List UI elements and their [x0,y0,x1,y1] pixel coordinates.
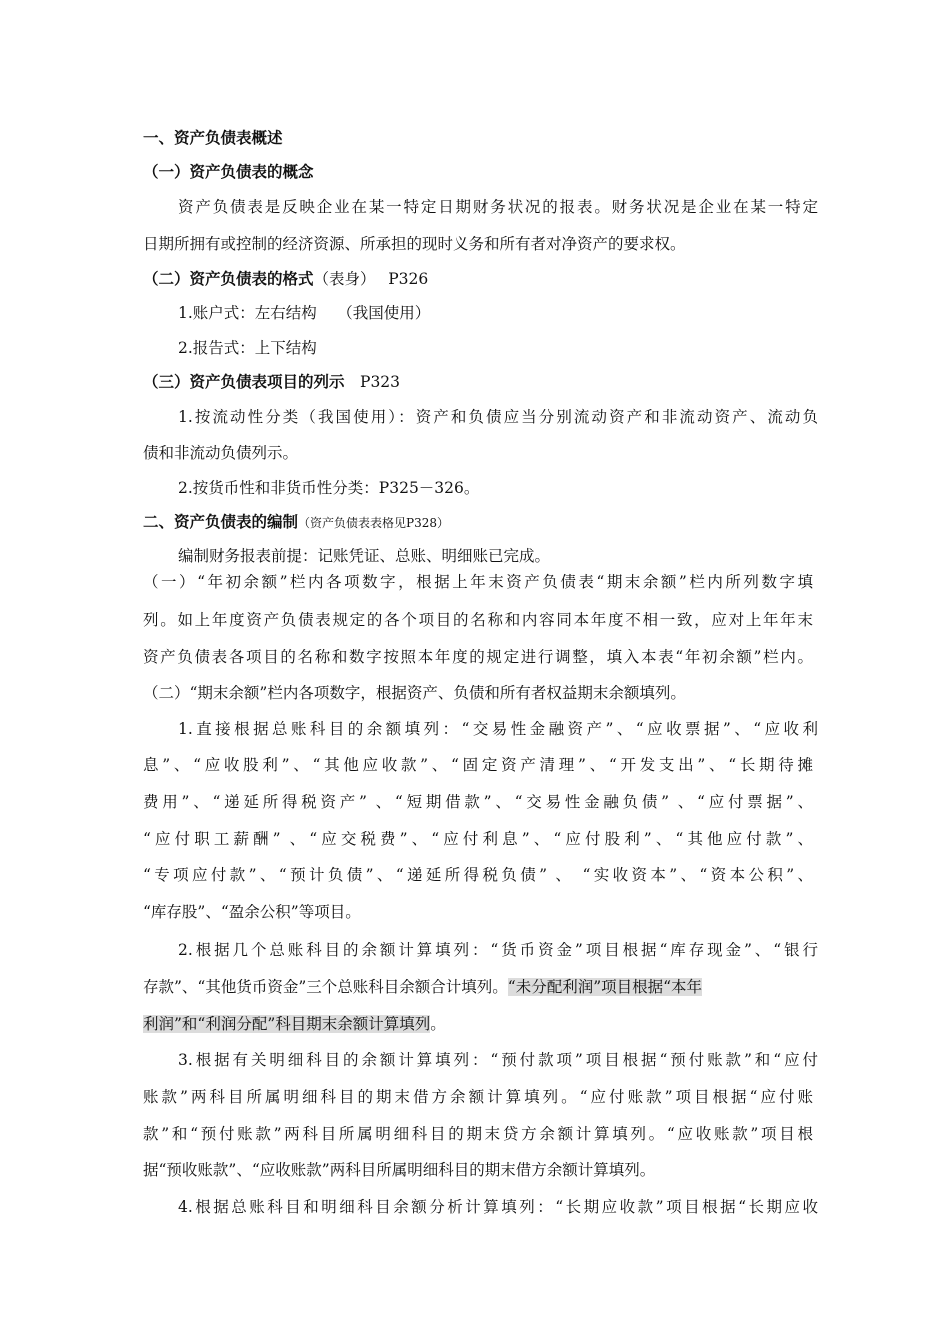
paragraph-line: 据“预收账款”、“应收账款”两科目所属明细科目的期末借方余额计算填列。 [143,1161,656,1179]
paragraph-line: （二）“期末余额”栏内各项数字，根据资产、负债和所有者权益期末余额填列。 [143,684,686,702]
paragraph-line: （一）“年初余额”栏内各项数字，根据上年末资产负债表“期末余额”栏内所列数字填 [143,573,813,591]
paragraph-line: 账款”两科目所属明细科目的期末借方余额计算填列。“应付账款”项目根据“应付账 [143,1088,813,1106]
list-item: 1.按流动性分类（我国使用）：资产和负债应当分别流动资产和非流动资产、流动负 [178,408,818,426]
paragraph-line: 存款”、“其他货币资金”三个总账科目余额合计填列。“未分配利润”项目根据“本年 [143,978,703,996]
subsection-heading-1-1: （一）资产负债表的概念 [143,162,314,181]
list-item: 2.根据几个总账科目的余额计算填列：“货币资金”项目根据“库存现金”、“银行 [178,941,818,959]
subsection-heading-1-2: （二）资产负债表的格式（表身） P326 [143,269,429,288]
list-item: 1.直接根据总账科目的余额填列：“交易性金融资产”、“应收票据”、“应收利 [178,720,818,738]
paragraph-line: 款”和“预付账款”两科目所属明细科目的期末贷方余额计算填列。“应收账款”项目根 [143,1125,813,1143]
list-item: 2.报告式：上下结构 [178,339,317,357]
list-item: 3.根据有关明细科目的余额计算填列：“预付款项”项目根据“预付账款”和“应付 [178,1051,818,1069]
paragraph-line: 列。如上年度资产负债表规定的各个项目的名称和内容同本年度不相一致，应对上年年末 [143,611,813,629]
section-heading-1: 一、资产负债表概述 [143,128,283,147]
paragraph-line: “专项应付款”、“预计负债”、“递延所得税负债” 、 “实收资本”、“资本公积”、 [143,866,813,884]
paragraph-line: 编制财务报表前提：记账凭证、总账、明细账已完成。 [178,547,551,565]
paragraph-line: 费用”、“递延所得税资产” 、“短期借款”、“交易性金融负债” 、“应付票据”、 [143,793,813,811]
subsection-heading-1-3: （三）资产负债表项目的列示 P323 [143,372,401,391]
list-item: 1.账户式：左右结构 （我国使用） [178,304,431,322]
highlighted-text: “未分配利润”项目根据“本年 [507,978,703,996]
paragraph-line: “应付职工薪酬” 、“应交税费”、“应付利息”、“应付股利”、“其他应付款”、 [143,830,813,848]
paragraph-line: 资产负债表是反映企业在某一特定日期财务状况的报表。财务状况是企业在某一特定 [178,198,818,216]
paragraph-line: 日期所拥有或控制的经济资源、所承担的现时义务和所有者对净资产的要求权。 [143,235,686,253]
section-heading-2: 二、资产负债表的编制（资产负债表表格见P328） [143,512,449,531]
highlighted-text: 利润”和“利润分配”科目期末余额计算填列 [143,1015,431,1033]
paragraph-line: 资产负债表各项目的名称和数字按照本年度的规定进行调整，填入本表“年初余额”栏内。 [143,648,813,666]
paragraph-line: 利润”和“利润分配”科目期末余额计算填列。 [143,1015,446,1033]
paragraph-line: 债和非流动负债列示。 [143,444,299,462]
list-item: 4.根据总账科目和明细科目余额分析计算填列：“长期应收款”项目根据“长期应收 [178,1198,818,1216]
list-item: 2.按货币性和非货币性分类：P325－326。 [178,479,480,497]
paragraph-line: “库存股”、“盈余公积”等项目。 [143,903,361,921]
paragraph-line: 息”、“应收股利”、“其他应收款”、“固定资产清理”、“开发支出”、“长期待摊 [143,756,813,774]
